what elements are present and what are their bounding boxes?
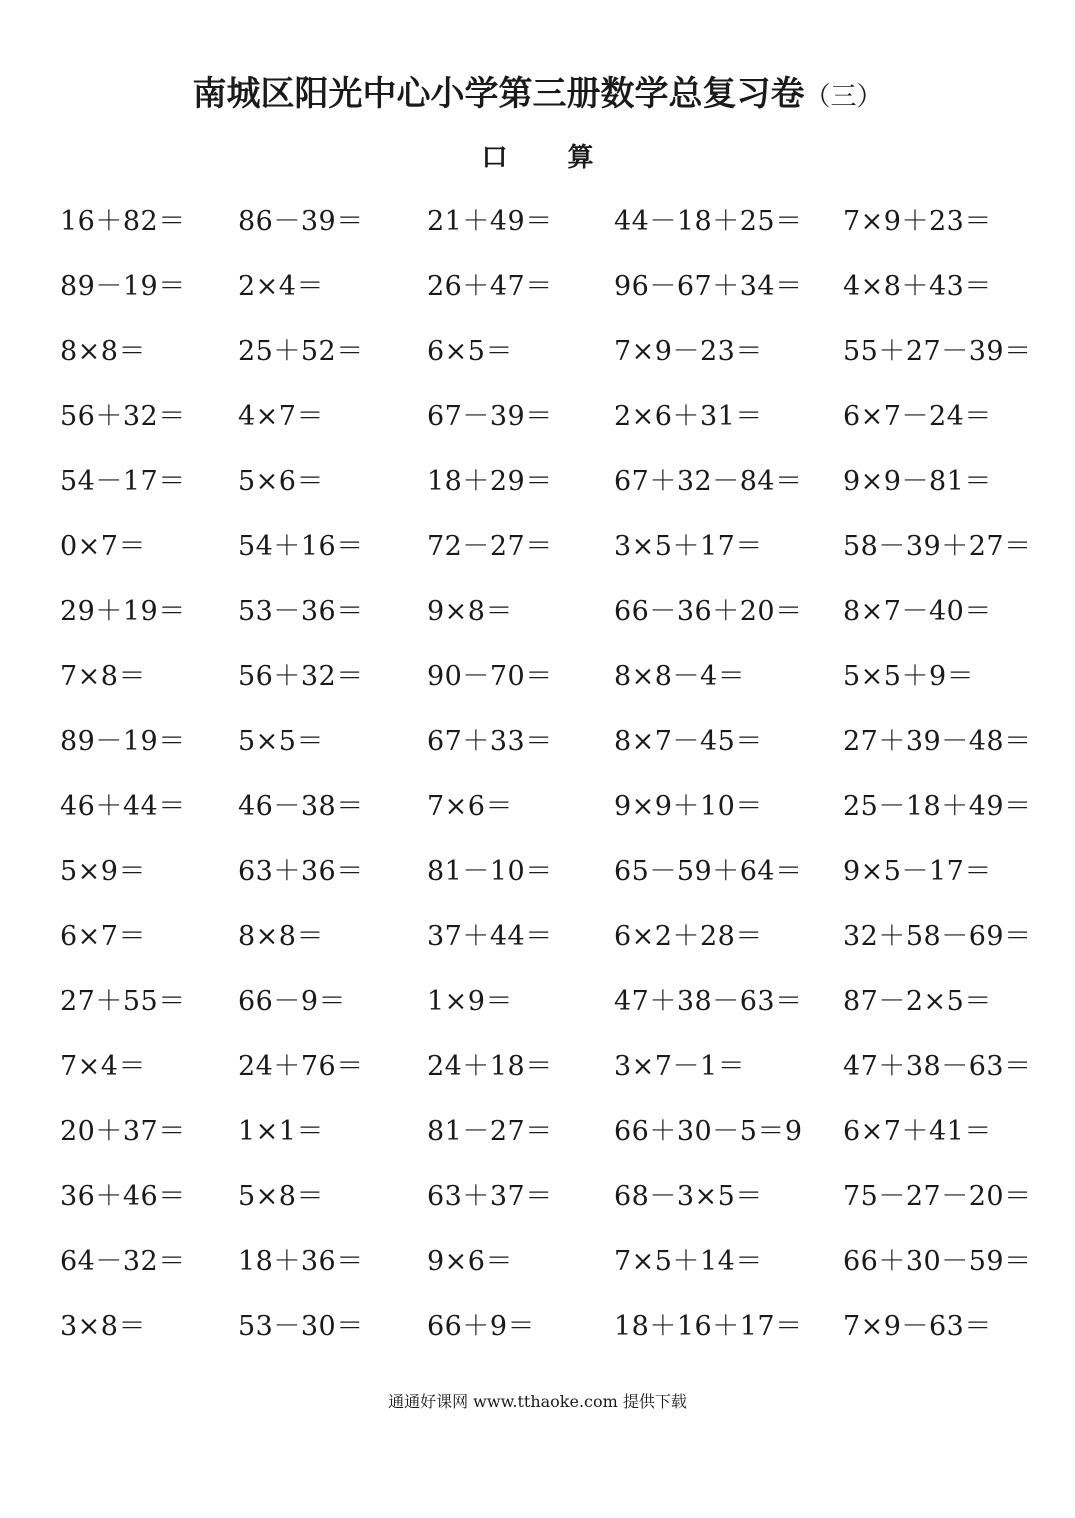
problem-item: 47＋38－63＝ — [843, 1051, 1032, 1082]
problem-item: 9×9＋10＝ — [614, 791, 763, 822]
problem-item: 18＋36＝ — [238, 1246, 364, 1277]
problem-item: 4×7＝ — [238, 401, 324, 432]
problem-row — [0, 980, 1075, 1024]
problem-item: 63＋36＝ — [238, 856, 364, 887]
problem-item: 6×7＝ — [60, 921, 146, 952]
problem-item: 7×9－63＝ — [843, 1311, 992, 1342]
problem-item: 8×8＝ — [238, 921, 324, 952]
problem-item: 7×6＝ — [427, 791, 513, 822]
problem-item: 25＋52＝ — [238, 336, 364, 367]
problem-item: 5×8＝ — [238, 1181, 324, 1212]
problem-item: 8×8＝ — [60, 336, 146, 367]
problem-item: 54－17＝ — [60, 466, 186, 497]
problem-row — [0, 1110, 1075, 1154]
problem-item: 58－39＋27＝ — [843, 531, 1032, 562]
problem-item: 89－19＝ — [60, 271, 186, 302]
title-main: 南城区阳光中心小学第三册数学总复习卷 — [192, 74, 805, 114]
problem-item: 66＋9＝ — [427, 1311, 536, 1342]
problem-item: 20＋37＝ — [60, 1116, 186, 1147]
problem-row — [0, 785, 1075, 829]
problem-row — [0, 1240, 1075, 1284]
section-heading-char-1: 口 — [481, 143, 508, 173]
problem-row — [0, 1305, 1075, 1349]
problem-item: 54＋16＝ — [238, 531, 364, 562]
problem-row — [0, 525, 1075, 569]
problem-item: 0×7＝ — [60, 531, 146, 562]
problem-item: 53－36＝ — [238, 596, 364, 627]
problem-item: 37＋44＝ — [427, 921, 553, 952]
problem-item: 75－27－20＝ — [843, 1181, 1032, 1212]
problem-item: 66＋30－59＝ — [843, 1246, 1032, 1277]
problem-item: 3×7－1＝ — [614, 1051, 746, 1082]
section-heading — [0, 138, 1075, 178]
section-heading-char-2: 算 — [567, 143, 594, 173]
problem-item: 8×8－4＝ — [614, 661, 746, 692]
problem-item: 68－3×5＝ — [614, 1181, 763, 1212]
problem-item: 7×5＋14＝ — [614, 1246, 763, 1277]
problem-item: 7×9－23＝ — [614, 336, 763, 367]
problem-item: 6×7－24＝ — [843, 401, 992, 432]
problem-item: 44－18＋25＝ — [614, 206, 803, 237]
problem-item: 66－9＝ — [238, 986, 347, 1017]
problem-item: 6×5＝ — [427, 336, 513, 367]
problem-item: 5×5＝ — [238, 726, 324, 757]
problem-item: 32＋58－69＝ — [843, 921, 1032, 952]
problem-item: 86－39＝ — [238, 206, 364, 237]
problem-item: 8×7－45＝ — [614, 726, 763, 757]
problem-item: 6×7＋41＝ — [843, 1116, 992, 1147]
problem-row — [0, 395, 1075, 439]
problem-item: 6×2＋28＝ — [614, 921, 763, 952]
problem-item: 9×9－81＝ — [843, 466, 992, 497]
problem-item: 25－18＋49＝ — [843, 791, 1032, 822]
problem-item: 7×4＝ — [60, 1051, 146, 1082]
problem-item: 67＋32－84＝ — [614, 466, 803, 497]
problem-item: 9×5－17＝ — [843, 856, 992, 887]
problem-item: 36＋46＝ — [60, 1181, 186, 1212]
problem-item: 63＋37＝ — [427, 1181, 553, 1212]
problem-item: 26＋47＝ — [427, 271, 553, 302]
problem-item: 90－70＝ — [427, 661, 553, 692]
problem-item: 81－10＝ — [427, 856, 553, 887]
problem-item: 55＋27－39＝ — [843, 336, 1032, 367]
page-title — [0, 70, 1075, 121]
problem-item: 65－59＋64＝ — [614, 856, 803, 887]
problem-item: 96－67＋34＝ — [614, 271, 803, 302]
problem-item: 7×9＋23＝ — [843, 206, 992, 237]
problem-item: 2×4＝ — [238, 271, 324, 302]
problem-item: 56＋32＝ — [238, 661, 364, 692]
title-suffix: （三） — [804, 82, 883, 112]
problem-item: 16＋82＝ — [60, 206, 186, 237]
problem-item: 89－19＝ — [60, 726, 186, 757]
problem-item: 3×5＋17＝ — [614, 531, 763, 562]
problem-item: 18＋29＝ — [427, 466, 553, 497]
problem-row — [0, 265, 1075, 309]
problem-item: 64－32＝ — [60, 1246, 186, 1277]
problem-item: 27＋39－48＝ — [843, 726, 1032, 757]
problem-item: 53－30＝ — [238, 1311, 364, 1342]
problem-item: 5×6＝ — [238, 466, 324, 497]
problem-item: 21＋49＝ — [427, 206, 553, 237]
problem-row — [0, 720, 1075, 764]
footer-credit: 通通好课网 www.tthaoke.com 提供下载 — [388, 1392, 687, 1411]
problem-row — [0, 1045, 1075, 1089]
problem-item: 46－38＝ — [238, 791, 364, 822]
problem-item: 5×5＋9＝ — [843, 661, 975, 692]
problem-item: 4×8＋43＝ — [843, 271, 992, 302]
problem-row — [0, 200, 1075, 244]
problem-item: 46＋44＝ — [60, 791, 186, 822]
problem-item: 67－39＝ — [427, 401, 553, 432]
problem-item: 7×8＝ — [60, 661, 146, 692]
problem-item: 87－2×5＝ — [843, 986, 992, 1017]
problem-row — [0, 590, 1075, 634]
problem-item: 66＋30－5＝9 — [614, 1116, 803, 1147]
problem-item: 81－27＝ — [427, 1116, 553, 1147]
problem-item: 67＋33＝ — [427, 726, 553, 757]
problem-item: 3×8＝ — [60, 1311, 146, 1342]
problem-item: 27＋55＝ — [60, 986, 186, 1017]
problem-item: 1×1＝ — [238, 1116, 324, 1147]
problem-item: 72－27＝ — [427, 531, 553, 562]
problem-row — [0, 655, 1075, 699]
problem-row — [0, 460, 1075, 504]
problem-row — [0, 915, 1075, 959]
problem-row — [0, 850, 1075, 894]
problem-item: 1×9＝ — [427, 986, 513, 1017]
problem-item: 9×6＝ — [427, 1246, 513, 1277]
problem-item: 24＋18＝ — [427, 1051, 553, 1082]
problem-row — [0, 1175, 1075, 1219]
problem-item: 47＋38－63＝ — [614, 986, 803, 1017]
problem-item: 9×8＝ — [427, 596, 513, 627]
problem-item: 2×6＋31＝ — [614, 401, 763, 432]
problem-row — [0, 330, 1075, 374]
problem-item: 66－36＋20＝ — [614, 596, 803, 627]
problem-grid — [0, 200, 1075, 1370]
problem-item: 24＋76＝ — [238, 1051, 364, 1082]
problem-item: 8×7－40＝ — [843, 596, 992, 627]
problem-item: 29＋19＝ — [60, 596, 186, 627]
problem-item: 56＋32＝ — [60, 401, 186, 432]
problem-item: 5×9＝ — [60, 856, 146, 887]
problem-item: 18＋16＋17＝ — [614, 1311, 803, 1342]
